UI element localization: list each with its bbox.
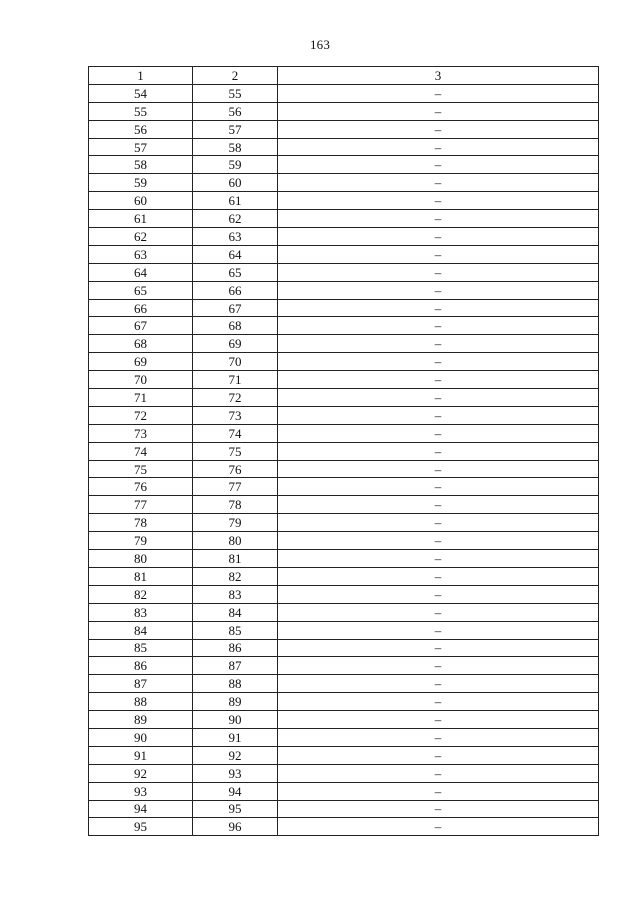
table-cell-col-2: 56	[193, 102, 278, 120]
table-cell-col-1: 77	[89, 496, 193, 514]
table-cell-col-3: –	[278, 800, 599, 818]
table-cell-col-3: –	[278, 675, 599, 693]
table-cell-col-3: –	[278, 621, 599, 639]
table-row	[89, 156, 599, 174]
table-cell-col-2: 96	[193, 818, 278, 836]
table-row	[89, 389, 599, 407]
table-cell-col-1: 56	[89, 120, 193, 138]
table-cell-col-2: 65	[193, 263, 278, 281]
table-cell-col-1: 54	[89, 84, 193, 102]
table-cell-col-2: 69	[193, 335, 278, 353]
table-cell-col-2: 60	[193, 174, 278, 192]
table-cell-col-2: 61	[193, 192, 278, 210]
table-cell-col-2: 70	[193, 353, 278, 371]
table-cell-col-1: 66	[89, 299, 193, 317]
table-cell-col-1: 69	[89, 353, 193, 371]
table-cell-col-3: –	[278, 478, 599, 496]
data-table	[88, 66, 599, 836]
table-cell-col-3: –	[278, 496, 599, 514]
table-cell-col-1: 82	[89, 585, 193, 603]
table-cell-col-2: 95	[193, 800, 278, 818]
table-row	[89, 84, 599, 102]
table-row	[89, 514, 599, 532]
table-cell-col-3: –	[278, 442, 599, 460]
table-cell-col-2: 85	[193, 621, 278, 639]
table-row	[89, 478, 599, 496]
table-cell-col-2: 63	[193, 228, 278, 246]
table-row	[89, 138, 599, 156]
table-cell-col-1: 62	[89, 228, 193, 246]
table-row	[89, 263, 599, 281]
table-row	[89, 567, 599, 585]
table-cell-col-2: 90	[193, 711, 278, 729]
table-cell-col-3: –	[278, 389, 599, 407]
table-cell-col-2: 86	[193, 639, 278, 657]
table-cell-col-3: –	[278, 603, 599, 621]
table-cell-col-1: 65	[89, 281, 193, 299]
table-cell-col-3: –	[278, 406, 599, 424]
table-cell-col-3: –	[278, 281, 599, 299]
table-cell-col-2: 58	[193, 138, 278, 156]
table-cell-col-2: 75	[193, 442, 278, 460]
table-cell-col-1: 67	[89, 317, 193, 335]
table-cell-col-3: –	[278, 818, 599, 836]
table-cell-col-3: –	[278, 317, 599, 335]
table-cell-col-3: –	[278, 532, 599, 550]
table-cell-col-3: –	[278, 693, 599, 711]
table-cell-col-3: –	[278, 174, 599, 192]
table-cell-col-2: 76	[193, 460, 278, 478]
table-cell-col-3: –	[278, 335, 599, 353]
table-row	[89, 675, 599, 693]
table-row	[89, 693, 599, 711]
table-cell-col-2: 73	[193, 406, 278, 424]
table-cell-col-1: 84	[89, 621, 193, 639]
table-row	[89, 210, 599, 228]
table-cell-col-2: 74	[193, 424, 278, 442]
table-cell-col-2: 59	[193, 156, 278, 174]
table-cell-col-3: –	[278, 639, 599, 657]
table-cell-col-3: –	[278, 192, 599, 210]
table-cell-col-3: –	[278, 424, 599, 442]
table-cell-col-2: 67	[193, 299, 278, 317]
table-row	[89, 711, 599, 729]
table-cell-col-2: 89	[193, 693, 278, 711]
table-cell-col-3: –	[278, 460, 599, 478]
table-cell-col-3: –	[278, 120, 599, 138]
table-cell-col-1: 94	[89, 800, 193, 818]
table-row	[89, 460, 599, 478]
table-row	[89, 317, 599, 335]
table-cell-col-1: 57	[89, 138, 193, 156]
table-cell-col-1: 60	[89, 192, 193, 210]
table-row	[89, 603, 599, 621]
table-cell-col-1: 55	[89, 102, 193, 120]
table-row	[89, 532, 599, 550]
table-cell-col-1: 74	[89, 442, 193, 460]
table-row	[89, 657, 599, 675]
table-cell-col-1: 61	[89, 210, 193, 228]
table-row	[89, 818, 599, 836]
table-cell-col-1: 64	[89, 263, 193, 281]
table-cell-col-3: –	[278, 228, 599, 246]
table-row	[89, 782, 599, 800]
table-cell-col-3: –	[278, 657, 599, 675]
table-cell-col-3: –	[278, 567, 599, 585]
table-cell-col-2: 57	[193, 120, 278, 138]
table-cell-col-1: 79	[89, 532, 193, 550]
table-cell-col-1: 71	[89, 389, 193, 407]
table-row	[89, 120, 599, 138]
page-number: 163	[309, 37, 331, 52]
table-cell-col-1: 59	[89, 174, 193, 192]
table-cell-col-1: 58	[89, 156, 193, 174]
table-row	[89, 728, 599, 746]
table-row	[89, 424, 599, 442]
table-cell-col-1: 83	[89, 603, 193, 621]
table-row	[89, 406, 599, 424]
table-cell-col-1: 81	[89, 567, 193, 585]
table-cell-col-3: –	[278, 353, 599, 371]
table-row	[89, 335, 599, 353]
table-cell-col-3: –	[278, 102, 599, 120]
table-cell-col-1: 91	[89, 746, 193, 764]
table-cell-col-3: –	[278, 210, 599, 228]
table-cell-col-1: 88	[89, 693, 193, 711]
table-cell-col-1: 68	[89, 335, 193, 353]
table-cell-col-2: 91	[193, 728, 278, 746]
table-row	[89, 442, 599, 460]
table-cell-col-2: 82	[193, 567, 278, 585]
table-row	[89, 174, 599, 192]
column-header-1: 1	[89, 67, 193, 85]
table-cell-col-2: 66	[193, 281, 278, 299]
table-row	[89, 800, 599, 818]
table-cell-col-3: –	[278, 711, 599, 729]
table-row	[89, 299, 599, 317]
table-cell-col-3: –	[278, 550, 599, 568]
table-cell-col-2: 78	[193, 496, 278, 514]
table-cell-col-3: –	[278, 514, 599, 532]
table-cell-col-1: 70	[89, 371, 193, 389]
table-body	[89, 84, 599, 835]
table-cell-col-2: 62	[193, 210, 278, 228]
table-row	[89, 192, 599, 210]
table-row	[89, 764, 599, 782]
table-cell-col-1: 93	[89, 782, 193, 800]
table-cell-col-2: 55	[193, 84, 278, 102]
table-cell-col-2: 81	[193, 550, 278, 568]
column-header-3: 3	[278, 67, 599, 85]
table-cell-col-3: –	[278, 764, 599, 782]
table-cell-col-3: –	[278, 263, 599, 281]
table-row	[89, 371, 599, 389]
table-cell-col-1: 80	[89, 550, 193, 568]
table-cell-col-1: 87	[89, 675, 193, 693]
table-cell-col-1: 63	[89, 245, 193, 263]
table-cell-col-2: 79	[193, 514, 278, 532]
table-cell-col-3: –	[278, 156, 599, 174]
table-cell-col-3: –	[278, 371, 599, 389]
table-row	[89, 746, 599, 764]
table-row	[89, 585, 599, 603]
table-cell-col-2: 88	[193, 675, 278, 693]
table-cell-col-3: –	[278, 84, 599, 102]
table-cell-col-3: –	[278, 299, 599, 317]
table-cell-col-2: 71	[193, 371, 278, 389]
table-row	[89, 353, 599, 371]
table-row	[89, 245, 599, 263]
table-cell-col-1: 73	[89, 424, 193, 442]
table-cell-col-3: –	[278, 728, 599, 746]
table-cell-col-1: 89	[89, 711, 193, 729]
table-cell-col-2: 87	[193, 657, 278, 675]
table-cell-col-3: –	[278, 245, 599, 263]
table-cell-col-1: 92	[89, 764, 193, 782]
table-row	[89, 281, 599, 299]
table-cell-col-3: –	[278, 585, 599, 603]
table-cell-col-2: 83	[193, 585, 278, 603]
table-header-row	[89, 67, 599, 85]
table-cell-col-1: 72	[89, 406, 193, 424]
table-cell-col-1: 76	[89, 478, 193, 496]
table-cell-col-2: 72	[193, 389, 278, 407]
table-cell-col-2: 92	[193, 746, 278, 764]
column-header-2: 2	[193, 67, 278, 85]
table-cell-col-3: –	[278, 782, 599, 800]
table-row	[89, 550, 599, 568]
table-row	[89, 496, 599, 514]
table-cell-col-3: –	[278, 746, 599, 764]
table-row	[89, 102, 599, 120]
table-cell-col-3: –	[278, 138, 599, 156]
table-row	[89, 621, 599, 639]
table-cell-col-1: 90	[89, 728, 193, 746]
table-row	[89, 228, 599, 246]
table-cell-col-1: 75	[89, 460, 193, 478]
table-cell-col-2: 94	[193, 782, 278, 800]
table-cell-col-2: 68	[193, 317, 278, 335]
table-row	[89, 639, 599, 657]
table-cell-col-2: 84	[193, 603, 278, 621]
table-cell-col-2: 80	[193, 532, 278, 550]
table-cell-col-2: 64	[193, 245, 278, 263]
table-cell-col-1: 78	[89, 514, 193, 532]
table-cell-col-1: 86	[89, 657, 193, 675]
table-cell-col-2: 93	[193, 764, 278, 782]
table-cell-col-2: 77	[193, 478, 278, 496]
table-cell-col-1: 95	[89, 818, 193, 836]
table-cell-col-1: 85	[89, 639, 193, 657]
